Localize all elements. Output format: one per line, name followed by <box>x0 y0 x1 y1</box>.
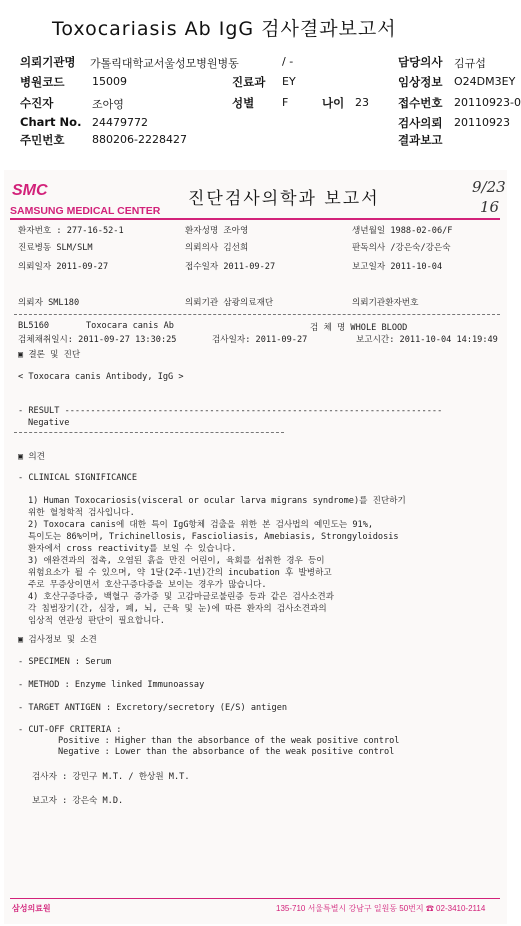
section-heading: ▣ 결론 및 진단 <box>18 350 81 360</box>
divider <box>10 218 500 220</box>
report-date: 보고일자 2011-10-04 <box>352 262 443 272</box>
paragraph-line: 2) Toxocara canis에 대한 특이 IgG항체 검출을 위한 본 검사법의 예민도는 91%, <box>28 520 374 530</box>
footer-hospital: 삼성의료원 <box>12 904 51 913</box>
target-antigen-line: - TARGET ANTIGEN : Excretory/secretory (E/S) antigen <box>18 703 288 713</box>
cutoff-heading: - CUT-OFF CRITERIA : <box>18 725 122 735</box>
header-value: O24DM3EY <box>454 75 516 88</box>
header-label: 결과보고 <box>398 133 443 147</box>
cutoff-positive: Positive : Higher than the absorbance of the weak positive control <box>58 736 400 746</box>
requesting-institution: 의뢰기관 삼광의료재단 <box>185 298 274 308</box>
header-value: 15009 <box>92 75 127 88</box>
result-value: Negative <box>28 418 70 428</box>
header-value: 20110923-0 <box>454 96 521 109</box>
header-value: / - <box>282 55 294 68</box>
reading-doctor: 판독의사 /강은숙/강은숙 <box>352 243 451 253</box>
specimen-name: 검 체 명 WHOLE BLOOD <box>310 323 408 333</box>
paragraph-line: 환자에서 cross reactivity를 보일 수 있습니다. <box>28 544 237 554</box>
paragraph-line: 주로 무증상이면서 호산구증다증을 보이는 경우가 많습니다. <box>28 580 267 590</box>
header-label: 의뢰기관명 <box>20 55 76 69</box>
handwritten-number: 16 <box>480 198 500 216</box>
requester: 의뢰자 SML180 <box>18 298 80 308</box>
header-label: 임상정보 <box>398 75 443 89</box>
header-value: 가톨릭대학교서울성모병원병동 <box>90 57 239 70</box>
clinical-heading: - CLINICAL SIGNIFICANCE <box>18 473 137 483</box>
collection-time: 검체채취일시: 2011-09-27 13:30:25 <box>18 335 177 345</box>
institution-patient-number: 의뢰기관환자번호 <box>352 298 419 308</box>
header-label: 접수번호 <box>398 96 443 110</box>
tester-line: 검사자 : 강민구 M.T. / 한상원 M.T. <box>32 772 190 782</box>
header-value: 조아영 <box>92 98 124 111</box>
test-name: Toxocara canis Ab <box>86 321 174 331</box>
smc-logo-subtitle: SAMSUNG MEDICAL CENTER <box>10 205 161 217</box>
header-value: 20110923 <box>454 116 510 129</box>
paragraph-line: 임상적 연관성 판단이 필요합니다. <box>28 616 165 626</box>
paragraph-line: 위험요소가 될 수 있으며, 약 1달(2주-1년)간의 incubation 후 발병하고 <box>28 568 332 578</box>
paragraph-line: 특이도는 86%이며, Trichinellosis, Fascioliasis, Amebiasis, Strongyloidosis <box>28 532 399 542</box>
header-value: 24479772 <box>92 116 148 129</box>
divider <box>14 432 284 433</box>
divider <box>14 314 500 315</box>
receipt-date: 접수일자 2011-09-27 <box>185 262 276 272</box>
cutoff-negative: Negative : Lower than the absorbance of the weak positive control <box>58 747 395 757</box>
header-value: EY <box>282 75 296 88</box>
test-date: 검사일자: 2011-09-27 <box>212 335 308 345</box>
test-code: BL5160 <box>18 321 50 331</box>
paragraph-line: 1) Human Toxocariosis(visceral or ocular larva migrans syndrome)를 진단하기 <box>28 496 406 506</box>
paragraph-line: 각 침범장기(간, 심장, 폐, 뇌, 근육 및 눈)에 따른 환자의 검사소견과의 <box>28 604 327 614</box>
footer-address: 135-710 서울특별시 강남구 일원동 50번지 ☎ 02-3410-2114 <box>276 904 486 913</box>
request-date: 의뢰일자 2011-09-27 <box>18 262 109 272</box>
header-label: Chart No. <box>20 115 82 129</box>
requesting-doctor: 의뢰의사 김선희 <box>185 243 249 253</box>
result-label: - RESULT ------------------------------------------------------------------------- <box>18 406 443 416</box>
paragraph-line: 4) 호산구증다증, 백혈구 증가증 및 고감마글로불린증 등과 같은 검사소견과 <box>28 592 334 602</box>
header-value: 김규섭 <box>454 57 486 70</box>
header-value: F <box>282 96 289 109</box>
paragraph-line: 위한 혈청학적 검사입니다. <box>28 508 135 518</box>
specimen-line: - SPECIMEN : Serum <box>18 657 112 667</box>
antibody-name: < Toxocara canis Antibody, IgG > <box>18 372 184 382</box>
patient-name: 환자성명 조아영 <box>185 226 249 236</box>
section-heading: ▣ 의견 <box>18 452 45 462</box>
header-label: 병원코드 <box>20 75 65 89</box>
header-value: 880206-2228427 <box>92 133 187 146</box>
birth-date: 생년월일 1988-02-06/F <box>352 226 453 236</box>
header-label: 진료과 <box>232 75 266 89</box>
header-label: 담당의사 <box>398 55 443 69</box>
report-title: 진단검사의학과 보고서 <box>188 189 380 209</box>
header-label: 수진자 <box>20 96 54 110</box>
report-time: 보고시간: 2011-10-04 14:19:49 <box>356 335 498 345</box>
header-label: 성별 <box>232 96 255 110</box>
header-label: 나이 <box>322 96 345 110</box>
method-line: - METHOD : Enzyme linked Immunoassay <box>18 680 205 690</box>
header-label: 주민번호 <box>20 133 65 147</box>
header-value: 23 <box>355 96 369 109</box>
ward: 진료병동 SLM/SLM <box>18 243 93 253</box>
smc-logo: SMC <box>12 182 48 199</box>
header-label: 검사의뢰 <box>398 116 443 130</box>
handwritten-date: 9/23 <box>472 178 506 196</box>
reporter-line: 보고자 : 강은숙 M.D. <box>32 796 124 806</box>
paragraph-line: 3) 애완견과의 접촉, 오염된 흙을 만진 어린이, 육회를 섭취한 경우 등이 <box>28 556 325 566</box>
section-heading: ▣ 검사정보 및 소견 <box>18 635 97 645</box>
footer-divider <box>10 898 500 899</box>
patient-number: 환자번호 : 277-16-52-1 <box>18 226 124 236</box>
document-title: Toxocariasis Ab IgG 검사결과보고서 <box>52 18 397 40</box>
